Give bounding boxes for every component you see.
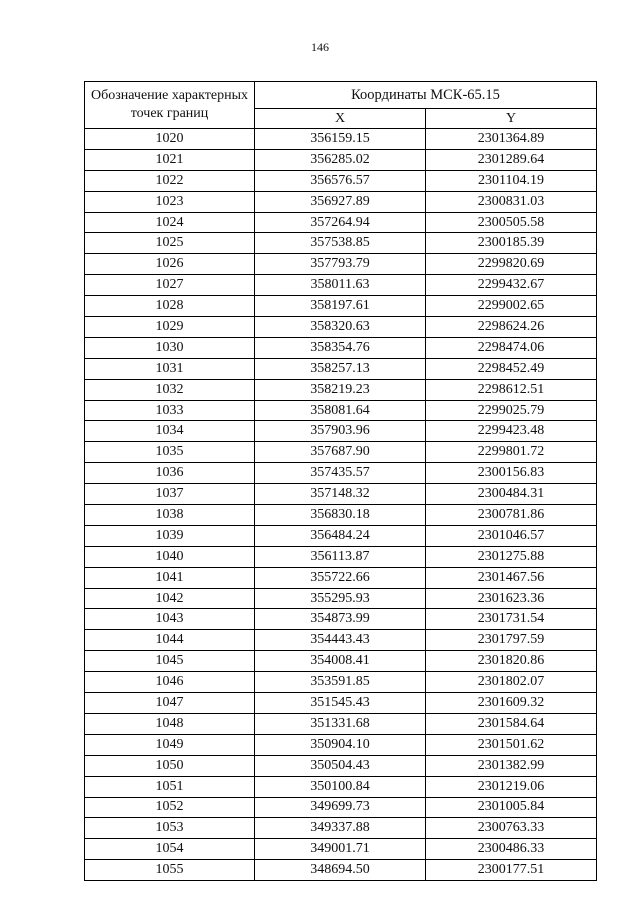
y-coordinate-cell: 2299820.69 bbox=[426, 254, 597, 275]
y-coordinate-cell: 2301275.88 bbox=[426, 546, 597, 567]
point-cell: 1034 bbox=[85, 421, 255, 442]
point-cell: 1025 bbox=[85, 233, 255, 254]
point-cell: 1039 bbox=[85, 525, 255, 546]
y-coordinate-cell: 2298452.49 bbox=[426, 358, 597, 379]
y-coordinate-cell: 2299801.72 bbox=[426, 442, 597, 463]
y-coordinate-cell: 2301501.62 bbox=[426, 734, 597, 755]
table-row bbox=[85, 337, 597, 358]
coordinates-table bbox=[84, 81, 597, 881]
point-cell: 1027 bbox=[85, 275, 255, 296]
point-cell: 1049 bbox=[85, 734, 255, 755]
y-coordinate-cell: 2298474.06 bbox=[426, 337, 597, 358]
table-row bbox=[85, 588, 597, 609]
table-row bbox=[85, 693, 597, 714]
x-coordinate-cell: 349699.73 bbox=[255, 797, 426, 818]
y-coordinate-cell: 2298624.26 bbox=[426, 317, 597, 338]
y-coordinate-cell: 2301609.32 bbox=[426, 693, 597, 714]
table-row bbox=[85, 713, 597, 734]
x-coordinate-cell: 349337.88 bbox=[255, 818, 426, 839]
x-coordinate-cell: 357687.90 bbox=[255, 442, 426, 463]
x-coordinate-cell: 354873.99 bbox=[255, 609, 426, 630]
table-row bbox=[85, 839, 597, 860]
point-cell: 1053 bbox=[85, 818, 255, 839]
point-cell: 1023 bbox=[85, 191, 255, 212]
x-coordinate-cell: 357793.79 bbox=[255, 254, 426, 275]
x-coordinate-cell: 356285.02 bbox=[255, 149, 426, 170]
coordinates-table-body bbox=[85, 129, 597, 881]
y-coordinate-cell: 2301364.89 bbox=[426, 129, 597, 150]
point-cell: 1035 bbox=[85, 442, 255, 463]
table-row bbox=[85, 860, 597, 881]
table-row bbox=[85, 546, 597, 567]
table-row bbox=[85, 212, 597, 233]
y-coordinate-cell: 2301219.06 bbox=[426, 776, 597, 797]
point-cell: 1040 bbox=[85, 546, 255, 567]
x-coordinate-cell: 358219.23 bbox=[255, 379, 426, 400]
table-row bbox=[85, 275, 597, 296]
x-coordinate-cell: 351331.68 bbox=[255, 713, 426, 734]
x-coordinate-cell: 358257.13 bbox=[255, 358, 426, 379]
x-coordinate-cell: 358081.64 bbox=[255, 400, 426, 421]
y-coordinate-cell: 2301005.84 bbox=[426, 797, 597, 818]
x-coordinate-cell: 358197.61 bbox=[255, 296, 426, 317]
table-row bbox=[85, 755, 597, 776]
point-cell: 1055 bbox=[85, 860, 255, 881]
point-cell: 1020 bbox=[85, 129, 255, 150]
point-cell: 1054 bbox=[85, 839, 255, 860]
table-row bbox=[85, 149, 597, 170]
x-coordinate-cell: 356830.18 bbox=[255, 505, 426, 526]
table-row bbox=[85, 296, 597, 317]
point-cell: 1038 bbox=[85, 505, 255, 526]
table-row bbox=[85, 609, 597, 630]
y-coordinate-cell: 2301584.64 bbox=[426, 713, 597, 734]
point-cell: 1036 bbox=[85, 463, 255, 484]
table-row bbox=[85, 818, 597, 839]
table-row bbox=[85, 233, 597, 254]
x-coordinate-cell: 357148.32 bbox=[255, 484, 426, 505]
table-row bbox=[85, 567, 597, 588]
x-coordinate-cell: 356159.15 bbox=[255, 129, 426, 150]
point-cell: 1037 bbox=[85, 484, 255, 505]
y-coordinate-cell: 2299025.79 bbox=[426, 400, 597, 421]
coordinates-table-container bbox=[84, 81, 597, 881]
table-row bbox=[85, 170, 597, 191]
table-row bbox=[85, 379, 597, 400]
table-row bbox=[85, 651, 597, 672]
x-coordinate-cell: 349001.71 bbox=[255, 839, 426, 860]
point-cell: 1047 bbox=[85, 693, 255, 714]
x-coordinate-cell: 358354.76 bbox=[255, 337, 426, 358]
y-coordinate-cell: 2300505.58 bbox=[426, 212, 597, 233]
x-coordinate-cell: 354008.41 bbox=[255, 651, 426, 672]
point-cell: 1031 bbox=[85, 358, 255, 379]
point-cell: 1030 bbox=[85, 337, 255, 358]
y-coordinate-cell: 2299432.67 bbox=[426, 275, 597, 296]
x-coordinate-cell: 357435.57 bbox=[255, 463, 426, 484]
y-coordinate-cell: 2301046.57 bbox=[426, 525, 597, 546]
point-cell: 1041 bbox=[85, 567, 255, 588]
x-coordinate-cell: 356113.87 bbox=[255, 546, 426, 567]
point-cell: 1026 bbox=[85, 254, 255, 275]
y-coordinate-cell: 2301802.07 bbox=[426, 672, 597, 693]
y-coordinate-cell: 2300484.31 bbox=[426, 484, 597, 505]
x-coordinate-cell: 350100.84 bbox=[255, 776, 426, 797]
page-number: 146 bbox=[311, 40, 329, 54]
x-coordinate-cell: 351545.43 bbox=[255, 693, 426, 714]
y-coordinate-cell: 2300763.33 bbox=[426, 818, 597, 839]
x-column-header: X bbox=[255, 109, 426, 129]
x-coordinate-cell: 355722.66 bbox=[255, 567, 426, 588]
table-row bbox=[85, 358, 597, 379]
table-row bbox=[85, 191, 597, 212]
x-coordinate-cell: 348694.50 bbox=[255, 860, 426, 881]
y-coordinate-cell: 2301104.19 bbox=[426, 170, 597, 191]
point-cell: 1051 bbox=[85, 776, 255, 797]
x-coordinate-cell: 350504.43 bbox=[255, 755, 426, 776]
point-cell: 1024 bbox=[85, 212, 255, 233]
x-coordinate-cell: 355295.93 bbox=[255, 588, 426, 609]
x-coordinate-cell: 353591.85 bbox=[255, 672, 426, 693]
table-row bbox=[85, 525, 597, 546]
x-coordinate-cell: 357903.96 bbox=[255, 421, 426, 442]
y-column-header: Y bbox=[426, 109, 597, 129]
x-coordinate-cell: 357538.85 bbox=[255, 233, 426, 254]
y-coordinate-cell: 2301623.36 bbox=[426, 588, 597, 609]
point-cell: 1029 bbox=[85, 317, 255, 338]
x-coordinate-cell: 358011.63 bbox=[255, 275, 426, 296]
point-cell: 1048 bbox=[85, 713, 255, 734]
table-row bbox=[85, 776, 597, 797]
y-coordinate-cell: 2300831.03 bbox=[426, 191, 597, 212]
y-coordinate-cell: 2298612.51 bbox=[426, 379, 597, 400]
y-coordinate-cell: 2299423.48 bbox=[426, 421, 597, 442]
x-coordinate-cell: 358320.63 bbox=[255, 317, 426, 338]
y-coordinate-cell: 2301382.99 bbox=[426, 755, 597, 776]
point-cell: 1042 bbox=[85, 588, 255, 609]
point-cell: 1028 bbox=[85, 296, 255, 317]
y-coordinate-cell: 2301289.64 bbox=[426, 149, 597, 170]
y-coordinate-cell: 2301797.59 bbox=[426, 630, 597, 651]
table-row bbox=[85, 672, 597, 693]
x-coordinate-cell: 357264.94 bbox=[255, 212, 426, 233]
y-coordinate-cell: 2300486.33 bbox=[426, 839, 597, 860]
x-coordinate-cell: 354443.43 bbox=[255, 630, 426, 651]
point-cell: 1022 bbox=[85, 170, 255, 191]
table-row bbox=[85, 317, 597, 338]
y-coordinate-cell: 2300185.39 bbox=[426, 233, 597, 254]
table-row bbox=[85, 463, 597, 484]
table-row bbox=[85, 734, 597, 755]
point-column-header: Обозначение характерных точек границ bbox=[85, 82, 255, 129]
y-coordinate-cell: 2301820.86 bbox=[426, 651, 597, 672]
point-cell: 1033 bbox=[85, 400, 255, 421]
table-row bbox=[85, 421, 597, 442]
x-coordinate-cell: 356927.89 bbox=[255, 191, 426, 212]
point-cell: 1044 bbox=[85, 630, 255, 651]
x-coordinate-cell: 356576.57 bbox=[255, 170, 426, 191]
x-coordinate-cell: 356484.24 bbox=[255, 525, 426, 546]
coordinates-header: Координаты МСК-65.15 bbox=[255, 82, 597, 109]
y-coordinate-cell: 2300781.86 bbox=[426, 505, 597, 526]
point-cell: 1046 bbox=[85, 672, 255, 693]
table-row bbox=[85, 442, 597, 463]
y-coordinate-cell: 2301467.56 bbox=[426, 567, 597, 588]
table-row bbox=[85, 797, 597, 818]
y-coordinate-cell: 2300156.83 bbox=[426, 463, 597, 484]
y-coordinate-cell: 2300177.51 bbox=[426, 860, 597, 881]
point-cell: 1045 bbox=[85, 651, 255, 672]
x-coordinate-cell: 350904.10 bbox=[255, 734, 426, 755]
y-coordinate-cell: 2299002.65 bbox=[426, 296, 597, 317]
point-cell: 1052 bbox=[85, 797, 255, 818]
point-cell: 1021 bbox=[85, 149, 255, 170]
point-cell: 1050 bbox=[85, 755, 255, 776]
table-row bbox=[85, 129, 597, 150]
table-row bbox=[85, 400, 597, 421]
table-row bbox=[85, 505, 597, 526]
point-cell: 1043 bbox=[85, 609, 255, 630]
point-cell: 1032 bbox=[85, 379, 255, 400]
table-row bbox=[85, 484, 597, 505]
y-coordinate-cell: 2301731.54 bbox=[426, 609, 597, 630]
table-row bbox=[85, 254, 597, 275]
table-row bbox=[85, 630, 597, 651]
